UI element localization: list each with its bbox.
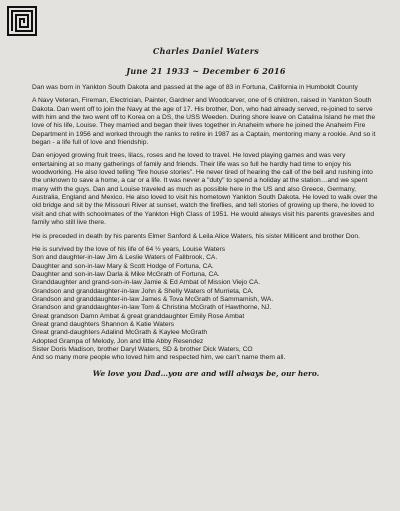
birth-paragraph: Dan was born in Yankton South Dakota and passed at the age of 83 in Fortuna, California in Humboldt County <box>32 84 358 91</box>
survivor-line: Grandson and granddaughter-in-law John & Shelly Waters of Murrieta, CA. <box>32 287 254 295</box>
survivor-line: Son and daughter-in-law Jim & Leslie Waters of Fallbrook, CA. <box>32 254 218 262</box>
survivor-line: Adopted Grampa of Melody, Jon and little Abby Resendez <box>32 337 204 345</box>
survivor-line: Great grand-daughters Adalind McGrath & Kaylee McGrath <box>32 329 208 337</box>
survivor-line: Grandson and granddaughter-in-law Tom & Christina McGrath of Hawthorne, NJ. <box>32 304 272 312</box>
career-paragraph: A Navy Veteran, Fireman, Electrician, Painter, Gardner and Woodcarver, one of 6 children, raised in Yankton South Dakota. Dan went off to join the Navy at the age of 17. His brother, Don, who had already served, re-joined to serve with him and the two went off to Korea on a DS, the USS Weeden. During shore leave on Catalina Island he met the love of his life, Louise. They married and began their lives together in Anaheim where he joined the Anaheim Fire Department in 1956 and worked through the ranks to retire in 1987 as a Captain, mentoring many a rookie. And so it began - a life full of love and friendship. <box>32 97 376 147</box>
survivor-line: Daughter and son-in-law Mary & Scott Hodge of Fortuna, CA. <box>32 262 214 270</box>
life-dates: June 21 1933 ~ December 6 2016 <box>126 66 286 76</box>
survivor-line: Granddaughter and grand-son-in-law Jamie & Ed Ambat of Mission Viejo CA. <box>32 279 261 287</box>
survivor-line: And so many more people who loved him and respected him, we can't name them all. <box>32 354 286 362</box>
survivor-line: He is survived by the love of his life of 64 ½ years, Louise Waters <box>32 245 226 253</box>
hobbies-paragraph: Dan enjoyed growing fruit trees, lilacs, roses and he loved to travel. He loved playing games and was very entertaining at so many gatherings of family and friends. Their life was so full he hardly had time to enjoy his woodworking. He also loved telling "fire house stories". He never tired of hearing the call of the bell and rushing into the unknown to save a home, a car or a life. It was never a "duty" to spend a holiday at the station…and we spent many with the guys. Dan and Louise traveled as much as possible here in the US and also Greece, Germany, Australia, England and Mexico. He also loved to visit his hometown Yankton South Dakota. He loved to walk over the old bridge and sit by the Missouri River at sunset, watch the fireflies, and tell stories of growing up there, he loved to visit and chat with schoolmates of the Yankton High Class of 1951. He would always visit his parents gravesites and family who still live there. <box>32 152 378 227</box>
preceded-paragraph: He is preceded in death by his parents Elmer Sanford & Leila Alice Waters, his sister Millicent and brother Don. <box>32 232 360 240</box>
deceased-name: Charles Daniel Waters <box>152 46 260 56</box>
greek-key-logo-icon <box>7 6 37 36</box>
survivor-line: Great grandson Damn Ambat & great granddaughter Emily Rose Ambat <box>32 312 245 320</box>
survivor-line: Great grand daughters Shannon & Katie Waters <box>32 320 175 328</box>
survivor-line: Daughter and son-in-law Darla & Mike McGrath of Fortuna, CA. <box>32 270 220 278</box>
closing-line: We love you Dad…you are and will always be, our hero. <box>92 368 320 378</box>
survivor-line: Grandson and granddaughter-in-law James & Tova McGrath of Sammamish, WA. <box>32 295 274 303</box>
survivors-list <box>32 246 380 363</box>
survivor-line: Sister Doris Madison, brother Daryl Waters, SD & brother Dick Waters, CO <box>32 345 253 353</box>
